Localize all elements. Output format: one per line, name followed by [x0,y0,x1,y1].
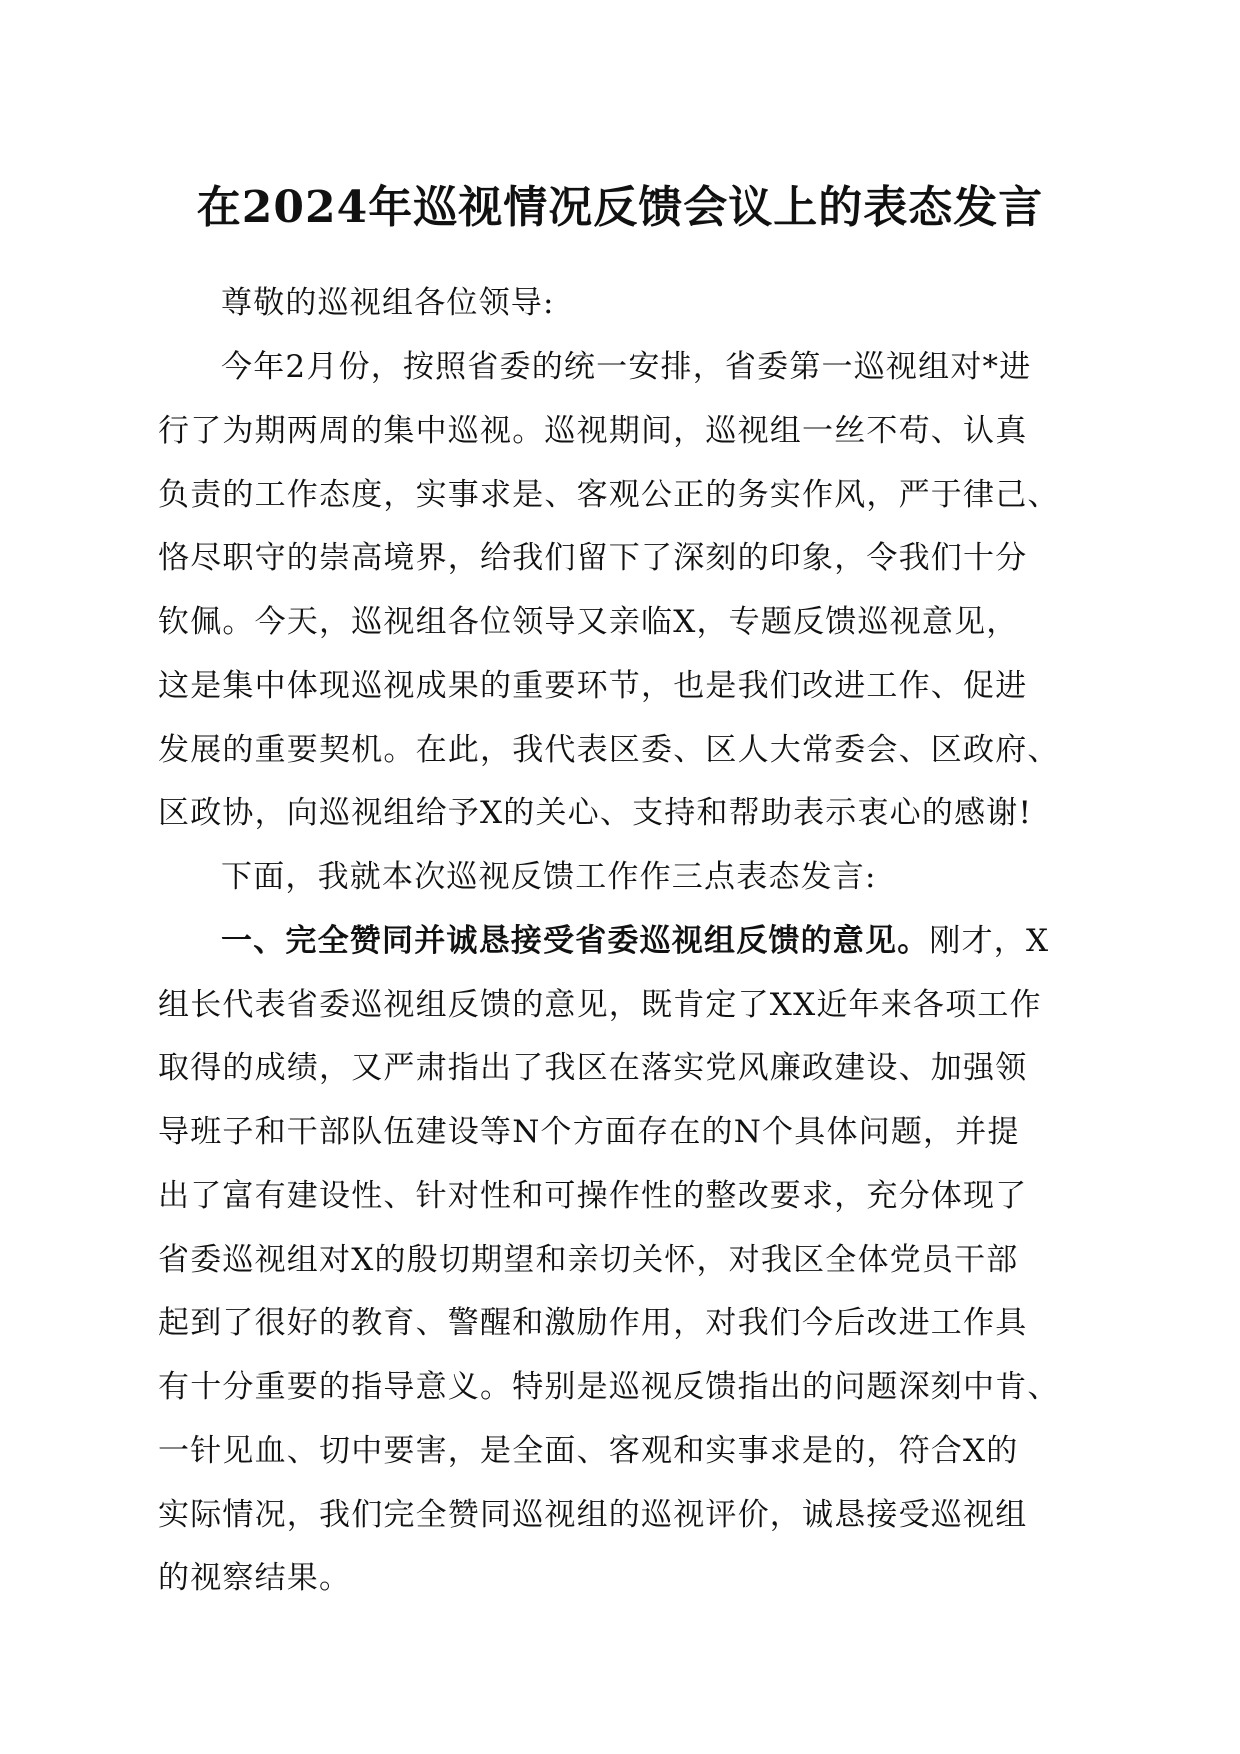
section-1-line: 起到了很好的教育、警醒和激励作用，对我们今后改进工作具 [158,1305,1028,1341]
document-title: 在2024年巡视情况反馈会议上的表态发言 [196,182,1044,233]
section-1-text-start: 刚才，X [929,923,1050,959]
paragraph-line: 区政协，向巡视组给予X的关心、支持和帮助表示衷心的感谢! [158,795,1033,831]
section-1-line: 取得的成绩，又严肃指出了我区在落实党风廉政建设、加强领 [158,1050,1028,1086]
paragraph-line: 负责的工作态度，实事求是、客观公正的务实作风，严于律己、 [158,477,1060,513]
section-1-line: 出了富有建设性、针对性和可操作性的整改要求，充分体现了 [158,1178,1028,1214]
paragraph-line: 今年2月份，按照省委的统一安排，省委第一巡视组对*进 [221,349,1032,385]
paragraph-line: 下面，我就本次巡视反馈工作作三点表态发言: [221,859,877,895]
section-1-line: 一针见血、切中要害，是全面、客观和实事求是的，符合X的 [158,1433,1019,1469]
paragraph-line: 钦佩。今天，巡视组各位领导又亲临X，专题反馈巡视意见， [158,604,1019,640]
section-1-line: 省委巡视组对X的殷切期望和亲切关怀，对我区全体党员干部 [158,1242,1019,1278]
paragraph-line: 行了为期两周的集中巡视。巡视期间，巡视组一丝不苟、认真 [158,413,1028,449]
section-1-line: 实际情况，我们完全赞同巡视组的巡视评价，诚恳接受巡视组 [158,1497,1028,1533]
paragraph-line: 发展的重要契机。在此，我代表区委、区人大常委会、区政府、 [158,732,1060,768]
section-1-line: 有十分重要的指导意义。特别是巡视反馈指出的问题深刻中肯、 [158,1369,1060,1405]
section-1-heading: 一、完全赞同并诚恳接受省委巡视组反馈的意见。 [221,923,930,959]
section-1-line: 导班子和干部队伍建设等N个方面存在的N个具体问题，并提 [158,1114,1020,1150]
section-1-first-line [221,910,1083,972]
section-1-line: 组长代表省委巡视组反馈的意见，既肯定了XX近年来各项工作 [158,987,1042,1023]
section-1-line: 的视察结果。 [158,1560,352,1596]
paragraph-line: 恪尽职守的崇高境界，给我们留下了深刻的印象，令我们十分 [158,540,1028,576]
paragraph-line: 这是集中体现巡视成果的重要环节，也是我们改进工作、促进 [158,668,1028,704]
salutation-line: 尊敬的巡视组各位领导: [221,285,555,321]
